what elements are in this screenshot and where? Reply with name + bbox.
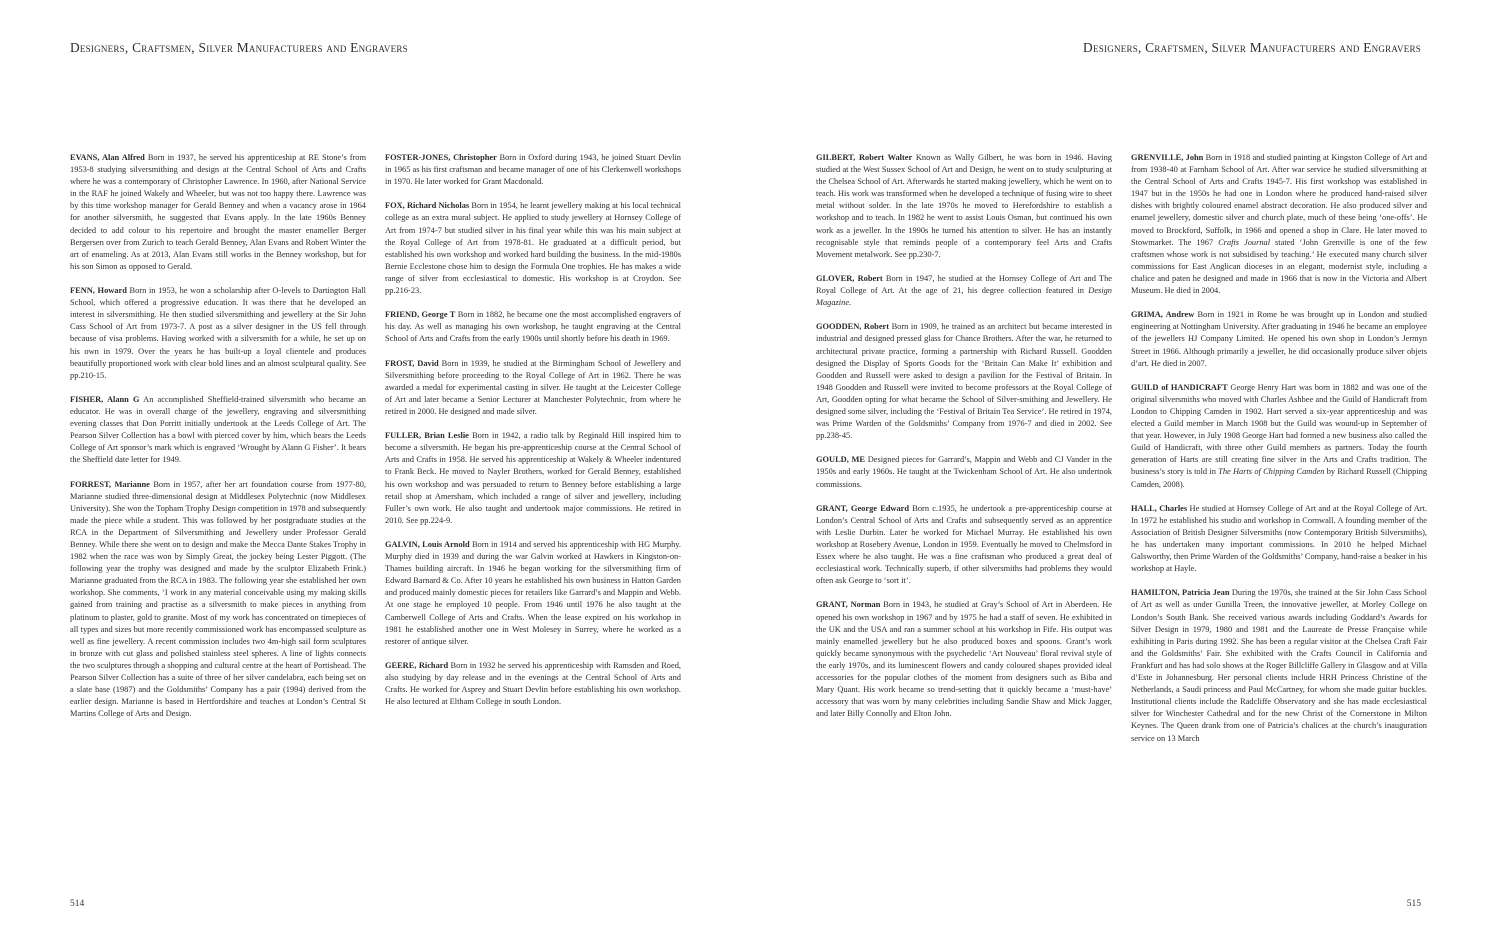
biography-entry — [1131, 587, 1427, 744]
entry-name: FOSTER-JONES, Christopher — [385, 153, 497, 162]
entry-italic-title: Crafts Journal — [1218, 237, 1271, 247]
biography-entry — [385, 200, 681, 297]
biography-entry — [385, 430, 681, 527]
entry-name: FENN, Howard — [70, 286, 127, 296]
biography-entry — [1131, 152, 1427, 297]
entry-text: During the 1970s, she trained at the Sir John Cass School of Art as well as under Gunilla Treen, the innovative jeweller, at Morley College on London’s South Bank. She received various awards including Goddard’s Awards for Silver Design in 1979, 1980 and 1981 and the Laureate de Presse Française while exhibiting in Paris during 1992. She has been a regular visitor at the Chelsea Craft Fair and the Goldsmiths’ Fair. She exhibited with the Crafts Council in California and Frankfurt and has had solo shows at the Roger Billcliffe Gallery in Glasgow and at Villa d’Este in Johannesburg. Her personal clients include HRH Princess Christine of the Netherlands, a Saudi princess and Paul McCartney, for whom she made guitar buckles. Institutional clients include the Radcliffe Observatory and she has made ecclesiastical silver for Winchester Cathedral and for the new Christ of the Cornerstone in Milton Keynes. The Queen drank from one of Patricia’s chalices at the church’s inauguration service on 13 March — [1131, 588, 1427, 743]
biography-entry — [70, 479, 366, 721]
biography-entry — [816, 454, 1112, 490]
column-1 — [70, 152, 366, 733]
entry-text: Born c.1935, he undertook a pre-apprenticeship course at London’s Central School of Arts and Crafts and subsequently served as an apprentice with Leslie Durbin. Later he worked for Michael Murray. He established his own workshop at Rosebery Avenue, London in 1959. Eventually he moved to Chelmsford in Essex where he also taught. He was a fine craftsman who produced a great deal of ecclesiastical work. Technically superb, if other silversmiths had problems they would often ask George to ‘sort it’. — [816, 503, 1112, 586]
entry-name: GEERE, Richard — [385, 660, 449, 670]
entry-text: Born in 1932 he served his apprenticeship with Ramsden and Roed, also studying by day release and in the evenings at the Central School of Arts and Crafts. He worked for Asprey and Stuart Devlin before establishing his own workshop. He also lectured at Eltham College in south London. — [385, 660, 681, 707]
entry-text-tail: stated ‘John Grenville is one of the few craftsmen whose work is not subsidised by teaching.’ He executed many church silver commissions for East Anglican dioceses in an elegant, modernist style, including a chalice and paten he designed and made in 1966 that is now in the Victoria and Albert Museum. He died in 2004. — [1131, 237, 1428, 296]
entry-text: Born in 1939, he studied at the Birmingham School of Jewellery and Silversmithing before proceeding to the Royal College of Art in 1962. There he was awarded a medal for experimental casting in silver. He taught at the Leicester College of Art and later became a Senior Lecturer at Manchester Polytechnic, from where he retired in 2000. He designed and made silver. — [385, 358, 681, 416]
entry-text: Born in Oxford during 1943, he joined Stuart Devlin in 1965 as his first craftsman and became manager of one of his Clerkenwell workshops in 1970. He later worked for Grant Macdonald. — [385, 153, 681, 187]
entry-text: Born in 1909, he trained as an architect but became interested in industrial and designed pressed glass for Chance Brothers. After the war, he returned to architectural private practice, forming a partnership with Richard Russell. Goodden designed the Display of Sports Goods for the ‘Britain Can Make It’ exhibition and Goodden and Russell were asked to design a pavilion for the Festival of Britain. In 1948 Goodden and Russell were invited to become professors at the Royal College of Art, Goodden opting for what became the School of Silver-smithing and Jewellery. He designed some silver, including the ‘Festival of Britain Tea Service’. He retired in 1974, was Prime Warden of the Goldsmiths’ Company from 1976-7 and died in 2002. See pp.238-45. — [816, 322, 1112, 441]
page-number-left: 514 — [70, 899, 85, 909]
entry-name: FULLER, Brian Leslie — [385, 431, 469, 441]
entry-text: Born in 1918 and studied painting at Kingston College of Art and from 1938-40 at Farnham School of Art. After war service he studied silversmithing at the Central School of Arts and Crafts 1945-7. His first workshop was established in 1947 but in the 1950s he had one in London where he produced hand-raised silver dishes with brightly coloured enamel abstract decoration. He also produced silver and enamel jewellery, domestic silver and church plate, much of these being ‘one-offs’. He moved to Brockford, Suffolk, in 1966 and opened a shop in Clare. He later moved to Stowmarket. The 1967 — [1131, 153, 1427, 247]
entry-name: GRIMA, Andrew — [1131, 310, 1195, 320]
biography-entry — [1131, 382, 1427, 491]
entry-text: Born in 1921 in Rome he was brought up in London and studied engineering at Nottingham University. After graduating in 1946 he became an employee of the jewellers HJ Company Limited. He opened his own shop in London’s Jermyn Street in 1966. Although primarily a jeweller, he did occasionally produce silver objets d’art. He died in 2007. — [1131, 310, 1427, 368]
entry-name: HAMILTON, Patricia Jean — [1131, 588, 1230, 598]
biography-entry — [385, 660, 681, 708]
entry-text: Born in 1957, after her art foundation course from 1977-80, Marianne studied three-dimensional design at Middlesex Polytechnic (now Middlesex University). She won the Topham Trophy Design competition in 1978 and subsequently made the piece while a student. This was followed by her postgraduate studies at the RCA in the Department of Silversmithing and Jewellery under Professor Gerald Benney. While there she went on to design and make the Mecca Dante Stakes Trophy in 1982 when the race was won by Simply Great, the jockey being Lester Piggott. (The following year the trophy was designed and made by the sculptor Elizabeth Frink.) Marianne graduated from the RCA in 1983. The following year she established her own workshop. She comments, ‘I work in any material conceivable using my making skills gained from training and practise as a silversmith to make pieces in anything from platinum to plaster, gold to granite. Most of my work has concentrated on timepieces of all types and sizes but more recently commissioned work has encompassed sculpture as well as fine jewellery. A recent commission includes two 4m-high sail form sculptures in bronze with cut glass and polished stainless steel spheres. A line of lights connects the two sculptures through a shopping and cultural centre at the heart of Portishead. The Pearson Silver Collection has a suite of three of her silver candelabra, each being set on a slate base (1987) and the Goldsmiths’ Company has a pair (1994) derived from the earlier design. Marianne is based in Hertfordshire and teaches at London’s Central St Martins College of Arts and Design. — [70, 479, 366, 719]
entry-name: EVANS, Alan Alfred — [70, 153, 145, 162]
entry-text: He studied at Hornsey College of Art and at the Royal College of Art. In 1972 he established his studio and workshop in Cornwall. A founding member of the Association of British Designer Silversmiths (now Contemporary British Silversmiths), he has undertaken many important commissions. In 2010 he helped Michael Galsworthy, then Prime Warden of the Goldsmiths’ Company, hand-raise a beaker in his workshop at Hayle. — [1131, 503, 1427, 574]
biography-entry — [816, 321, 1112, 442]
entry-name: FRIEND, George T — [385, 310, 456, 320]
column-3 — [816, 152, 1112, 733]
entry-name: GOODDEN, Robert — [816, 322, 890, 332]
running-header-left: Designers, Craftsmen, Silver Manufacturers and Engravers — [70, 40, 408, 55]
entry-name: FROST, David — [385, 358, 439, 368]
entry-text: Born in 1953, he won a scholarship after O-levels to Dartington Hall School, which offered a progressive education. It was there that he developed an interest in silversmithing. He then studied silversmithing and jewellery at the Sir John Cass School of Art from 1973-7. A post as a silver designer in the US fell through because of visa problems. Having worked with a silversmith for a while, he set up on his own in 1979. Over the years he has built-up a loyal clientele and produces beautifully proportioned work with clear bold lines and an almost sculptural quality. See pp.210-15. — [70, 286, 366, 380]
column-2 — [385, 152, 681, 720]
entry-italic-title: The Harts of Chipping Camden — [1218, 467, 1325, 477]
entry-name: GOULD, ME — [816, 455, 865, 465]
biography-entry — [816, 503, 1112, 588]
entry-text: Born in 1942, a radio talk by Reginald Hill inspired him to become a silversmith. He began his pre-apprenticeship course at the Central School of Arts and Crafts in 1958. He served his apprenticeship at Wakely & Wheeler indentured to Frank Beck. He moved to Nayler Brothers, worked for Gerald Benney, established his own workshop and was persuaded to return to Benney before establishing a large retail shop at Amersham, which included a range of silver and jewellery, including Fuller’s own work. He also taught and undertook major commissions. He retired in 2010. See pp.224-9. — [385, 431, 681, 525]
entry-text: Born in 1882, he became one the most accomplished engravers of his day. As well as managing his own workshop, he taught engraving at the Central School of Arts and Crafts from the early 1900s until shortly before his death in 1969. — [385, 310, 681, 344]
entry-text: Born in 1937, he served his apprenticeship at RE Stone’s from 1953-8 studying silversmithing and design at the Central School of Arts and Crafts where he was a contemporary of Christopher Lawrence. In 1960, after National Service in the RAF he joined Wakely and Wheeler, but was not too happy there. Lawrence was by this time workshop manager for Gerald Benney and when a vacancy arose in 1964 for another silversmith, he suggested that Evans apply. In the late 1960s Benney decided to add colour to his repertoire and brought the master enameller Berger Bergersen over from Zurich to teach Gerald Benney, Alan Evans and Robert Winter the art of enameling. As at 2013, Alan Evans still works in the Benney workshop, but for his son Simon as opposed to Gerald. — [70, 153, 366, 271]
entry-text-tail: . — [849, 298, 852, 308]
entry-text: George Henry Hart was born in 1882 and was one of the original silversmiths who moved with Charles Ashbee and the Guild of Handicraft from London to Chipping Camden in 1902. Hart served a six-year apprenticeship and was elected a Guild member in March 1908 but the Guild was wound-up in September of that year. However, in July 1908 George Hart had formed a new business also called the Guild of Handicraft, with three other Guild members as partners. Today the fourth generation of Harts are still creating fine silver in the Arts and Crafts tradition. The business’s story is told in — [1131, 382, 1427, 477]
biography-entry — [385, 152, 681, 188]
biography-entry — [816, 599, 1112, 720]
biography-entry — [816, 152, 1112, 261]
entry-name: HALL, Charles — [1131, 503, 1188, 513]
entry-text: Born in 1947, he studied at the Hornsey College of Art and The Royal College of Art. At the age of 21, his degree collection featured in — [816, 273, 1112, 296]
running-header-right: Designers, Craftsmen, Silver Manufacturers and Engravers — [1083, 40, 1421, 55]
entry-name: FOX, Richard Nicholas — [385, 201, 470, 211]
entry-name: GLOVER, Robert — [816, 273, 883, 283]
biography-entry — [385, 309, 681, 345]
entry-name: GRANT, George Edward — [816, 503, 910, 513]
entry-text: Born in 1943, he studied at Gray’s School of Art in Aberdeen. He opened his own workshop in 1967 and by 1975 he had a staff of seven. He exhibited in the UK and the USA and ran a summer school at his workshop in Fife. His output was mainly enamelled jewellery but he also produced boxes and spoons. Grant’s work quickly became synonymous with the psychedelic ‘Art Nouveau’ floral revival style of the early 1970s, and its luminescent flowers and candy coloured shapes provided ideal accessories for the popular clothes of the moment from designers such as Biba and Mary Quant. His work became so trend-setting that it quickly became a ‘must-have’ accessory that was worn by many celebrities including Sandie Shaw and Mick Jagger, and later Billy Connolly and Elton John. — [816, 600, 1112, 719]
biography-entry — [385, 539, 681, 648]
entry-text: Born in 1914 and served his apprenticeship with HG Murphy. Murphy died in 1939 and during the war Galvin worked at Hawkers in Kingston-on-Thames building aircraft. In 1946 he began working for the silversmithing firm of Edward Barnard & Co. After 10 years he established his own business in Hatton Garden and produced mainly domestic pieces for retailers like Garrard’s and Mappin and Webb. At one stage he employed 10 people. From 1946 until 1976 he also taught at the Camberwell College of Arts and Crafts. When the lease expired on his workshop in 1981 he established another one in West Molesey in Surrey, where he worked as a restorer of antique silver. — [385, 540, 682, 646]
entry-name: GALVIN, Louis Arnold — [385, 540, 470, 549]
entry-text: Known as Wally Gilbert, he was born in 1946. Having studied at the West Sussex School of Art and Design, he went on to study sculpturing at the Chelsea School of Art. Afterwards he started making jewellery, which he went on to teach. His work was transformed when he developed a technique of fusing wire to sheet metal without solder. In the late 1970s he moved to Herefordshire to establish a workshop and to teach. In 1982 he went to assist Louis Osman, but continued his own work as a jeweller. In the 1990s he turned his attention to silver. He has an instantly recognisable style that reminds people of a contemporary feel Arts and Crafts Movement metalwork. See pp.230-7. — [816, 153, 1112, 259]
entry-text: Born in 1954, he learnt jewellery making at his local technical college as an extra mural subject. He applied to study jewellery at Hornsey College of Art from 1974-7 but studied silver in his final year while this was his main subject at the Royal College of Art from 1978-81. He graduated at a difficult period, but established his own workshop and worked hard building the business. In the mid-1980s Bernie Ecclestone chose him to design the Formula One trophies. He has makes a wide range of silver from ecclesiastical to domestic. His workshop is at Croydon. See pp.216-23. — [385, 201, 681, 296]
biography-entry — [70, 285, 366, 382]
biography-entry — [1131, 503, 1427, 576]
entry-name: GUILD of HANDICRAFT — [1131, 382, 1228, 392]
entry-name: GRENVILLE, John — [1131, 153, 1204, 162]
biography-entry — [816, 273, 1112, 309]
biography-entry — [385, 358, 681, 418]
entry-text-tail: by Richard Russell (Chipping Camden, 2008). — [1131, 467, 1428, 489]
column-4 — [1131, 152, 1427, 757]
entry-italic-title: Design Magazine — [816, 286, 1112, 308]
entry-name: GILBERT, Robert Walter — [816, 153, 913, 162]
page-number-right: 515 — [1406, 899, 1421, 909]
entry-name: GRANT, Norman — [816, 600, 881, 610]
biography-entry — [70, 394, 366, 467]
entry-name: FORREST, Marianne — [70, 479, 150, 489]
entry-text: Designed pieces for Garrard’s, Mappin and Webb and CJ Vander in the 1950s and early 1960s. He taught at the Twickenham School of Art. He also undertook commissions. — [816, 455, 1112, 489]
entry-text: An accomplished Sheffield-trained silversmith who became an educator. He was in overall charge of the jewellery, engraving and silversmithing evening classes that Don Porritt initially undertook at the Leeds College of Art. The Pearson Silver Collection has a bowl with pierced cover by him, which bears the Leeds College of Art sponsor’s mark which is engraved ‘Wrought by Alann G Fisher’. It bears the Sheffield date letter for 1949. — [70, 394, 366, 465]
biography-entry — [1131, 309, 1427, 369]
biography-entry — [70, 152, 366, 273]
entry-name: FISHER, Alann G — [70, 394, 140, 404]
